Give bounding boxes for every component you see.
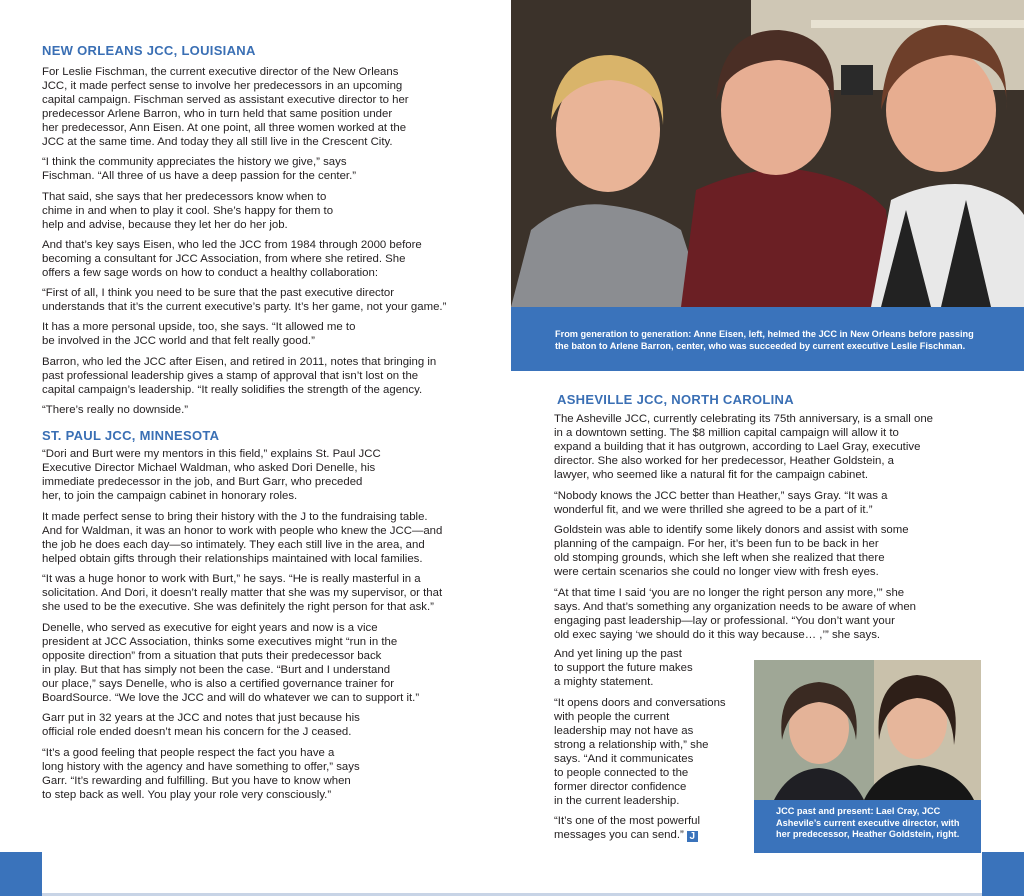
paragraph: [554, 523, 933, 579]
text-line: And for Waldman, it was an honor to work with people who knew the JCC—and: [42, 524, 443, 537]
text-line: Barron, who led the JCC after Eisen, and retired in 2011, notes that bringing in: [42, 355, 437, 368]
paragraph: [42, 447, 442, 503]
paragraph: [554, 647, 726, 689]
text-line: says. And that’s something any organization needs to be aware of when: [554, 600, 916, 613]
text-line: to people connected to the: [554, 766, 689, 779]
text-line: with people the current: [554, 710, 670, 723]
text-line: she used to be the executive. She was definitely the right person for that ask.”: [42, 601, 434, 613]
text-line: helped obtain gifts through their relationships maintained with local families.: [42, 552, 423, 565]
text-line: help and advise, because they let her do her job.: [42, 218, 288, 231]
text-line: messages you can send.” J: [554, 828, 726, 842]
text-line: leadership may not have as: [554, 724, 694, 737]
text-line: in a downtown setting. The $8 million capital campaign will allow it to: [554, 427, 899, 439]
text-line: The Asheville JCC, currently celebrating its 75th anniversary, is a small one: [554, 413, 934, 425]
text-line: the job he does each day—so intimately. They each still live in the area, and: [42, 538, 425, 551]
caption-line: her predecessor, Heather Goldstein, right.: [776, 829, 960, 839]
text-line: engaging past leadership—lay or professional. “You don’t want your: [554, 614, 895, 627]
text-line: our place,” says Denelle, who is also a certified governance trainer for: [42, 677, 395, 690]
paragraph: [42, 286, 446, 314]
footer-block-left: [0, 852, 42, 896]
photo-two-women: [754, 660, 981, 800]
paragraph: [554, 489, 933, 517]
text-line: And that’s key says Eisen, who led the JCC from 1984 through 2000 before: [42, 238, 422, 251]
text-line: were certain scenarios she could no longer view with fresh eyes.: [554, 566, 879, 578]
paragraph: [42, 155, 446, 183]
paragraph: [42, 238, 446, 280]
text-line: JCC at the same time. And today they all still live in the Crescent City.: [42, 136, 393, 148]
text-line: in play. But that has simply not been the case. “Burt and I understand: [42, 663, 391, 676]
text-line: her predecessor, Ann Eisen. At one point, all three women worked at the: [42, 122, 407, 134]
text-line: long history with the agency and have something to offer,” says: [42, 760, 360, 773]
section-body-st-paul: [42, 447, 442, 808]
paragraph: [42, 190, 446, 232]
text-line: director. She also worked for her predecessor, Heather Goldstein, a: [554, 455, 894, 467]
section-heading-asheville: ASHEVILLE JCC, NORTH CAROLINA: [557, 392, 794, 407]
end-mark-icon: J: [687, 831, 698, 842]
paragraph: [42, 510, 442, 566]
text-line: It made perfect sense to bring their history with the J to the fundraising table.: [42, 510, 428, 523]
text-line: capital campaign. Fischman served as assistant executive director to her: [42, 94, 409, 106]
text-line: “I think the community appreciates the history we give,” says: [42, 156, 347, 169]
caption-line: Ashevile’s current executive director, with: [776, 817, 960, 828]
text-line: Denelle, who served as executive for eight years and now is a vice: [42, 621, 378, 634]
text-line: capital campaign’s leadership. “It really solidifies the strength of the agency.: [42, 383, 423, 396]
text-line: planning of the campaign. For her, it’s been fun to be back in her: [554, 538, 879, 550]
text-line: “It’s a good feeling that people respect the fact you have a: [42, 746, 335, 759]
text-line: to support the future makes: [554, 662, 693, 674]
text-line: Fischman. “All three of us have a deep passion for the center.”: [42, 170, 357, 183]
paragraph: [554, 586, 933, 642]
text-line: offers a few sage words on how to conduct a healthy collaboration:: [42, 266, 379, 279]
caption-line: the baton to Arlene Barron, center, who was succeeded by current executive Leslie Fischman.: [555, 340, 966, 351]
paragraph: [42, 711, 442, 739]
text-line: That said, she says that her predecessors know when to: [42, 190, 327, 203]
text-line: Executive Director Michael Waldman, who asked Dori Denelle, his: [42, 462, 376, 474]
paragraph: [42, 65, 446, 149]
photo-two-women-illustration: [754, 660, 981, 800]
text-line: chime in and when to play it cool. She’s happy for them to: [42, 204, 334, 217]
text-line: predecessor Arlene Barron, who in turn held that same position under: [42, 108, 393, 120]
text-line: strong a relationship with,” she: [554, 738, 709, 751]
text-line: Goldstein was able to identify some likely donors and assist with some: [554, 524, 909, 536]
text-line: becoming a consultant for JCC Association, from where she retired. She: [42, 252, 406, 265]
text-line: Garr. “It’s rewarding and fulfilling. But you have to know when: [42, 774, 351, 787]
section-body-new-orleans: [42, 65, 446, 423]
text-line: old stomping grounds, which she left when she realized that there: [554, 552, 885, 564]
paragraph: [42, 403, 446, 417]
small-photo-caption: [754, 800, 981, 853]
photo-three-women-illustration: [511, 0, 1024, 307]
text-line: solicitation. And Dori, it doesn’t really matter that she was my supervisor, or that: [42, 587, 443, 599]
paragraph: [42, 320, 446, 348]
paragraph: [42, 572, 442, 614]
text-line: immediate predecessor in the job, and Burt Garr, who preceded: [42, 476, 363, 488]
photo-three-women: [511, 0, 1024, 307]
section-heading-new-orleans: NEW ORLEANS JCC, LOUISIANA: [42, 43, 256, 58]
footer-block-right: [982, 852, 1024, 896]
text-line: be involved in the JCC world and that felt really good.”: [42, 335, 315, 348]
text-line: official role ended doesn’t mean his concern for the J ceased.: [42, 726, 352, 738]
text-line: Garr put in 32 years at the JCC and notes that just because his: [42, 712, 360, 724]
text-line: president at JCC Association, thinks some executives might “run in the: [42, 635, 398, 648]
text-line: “At that time I said ‘you are no longer the right person any more,’” she: [554, 586, 905, 599]
text-line: opposite direction” from a situation that puts their predecessor back: [42, 649, 382, 662]
text-line: And yet lining up the past: [554, 648, 682, 660]
section-heading-st-paul: ST. PAUL JCC, MINNESOTA: [42, 428, 220, 443]
text-line: her, to join the campaign cabinet in honorary roles.: [42, 490, 298, 502]
text-line: “Nobody knows the JCC better than Heather,” says Gray. “It was a: [554, 489, 888, 502]
text-line: It has a more personal upside, too, she says. “It allowed me to: [42, 321, 356, 334]
top-photo-caption: [511, 307, 1024, 371]
text-line: For Leslie Fischman, the current executive director of the New Orleans: [42, 66, 399, 78]
paragraph: [554, 814, 726, 842]
paragraph: [42, 355, 446, 397]
text-line: says. “And it communicates: [554, 752, 694, 765]
text-line: to step back as well. You play your role very consciously.”: [42, 788, 332, 801]
text-line: JCC, it made perfect sense to involve her predecessors in an upcoming: [42, 80, 403, 92]
text-line: in the current leadership.: [554, 794, 680, 807]
caption-line: From generation to generation: Anne Eisen, left, helmed the JCC in New Orleans before passing: [555, 329, 974, 339]
text-line: understands that it’s the current executive’s party. It’s her game, not your game.”: [42, 301, 447, 314]
text-line: “It opens doors and conversations: [554, 696, 726, 709]
text-line: “Dori and Burt were my mentors in this field,” explains St. Paul JCC: [42, 448, 381, 460]
paragraph: [42, 746, 442, 802]
text-line: old exec saying ‘we should do it this way because… ,’” she says.: [554, 628, 881, 641]
text-line: a mighty statement.: [554, 676, 654, 688]
text-line: lawyer, who seemed like a natural fit for the campaign cabinet.: [554, 469, 869, 481]
caption-line: JCC past and present: Lael Cray, JCC: [776, 806, 941, 816]
text-line: wonderful fit, and we were thrilled she agreed to be a part of it.”: [554, 503, 873, 516]
text-line: “First of all, I think you need to be sure that the past executive director: [42, 287, 395, 300]
text-line: former director confidence: [554, 780, 687, 793]
text-line: “It was a huge honor to work with Burt,” he says. “He is really masterful in a: [42, 573, 421, 585]
text-line: “It’s one of the most powerful: [554, 815, 701, 827]
paragraph: [554, 412, 933, 482]
section-body-asheville-narrow: [554, 647, 726, 849]
text-line: expand a building that it has outgrown, according to Lael Gray, executive: [554, 441, 921, 453]
paragraph: [554, 696, 726, 808]
text-line: “There’s really no downside.”: [42, 404, 189, 417]
section-body-asheville: [554, 412, 933, 648]
paragraph: [42, 621, 442, 705]
text-line: past professional leadership gives a stamp of approval that isn’t lost on the: [42, 369, 419, 382]
text-line: BoardSource. “We love the JCC and will do whatever we can to support it.”: [42, 691, 420, 704]
